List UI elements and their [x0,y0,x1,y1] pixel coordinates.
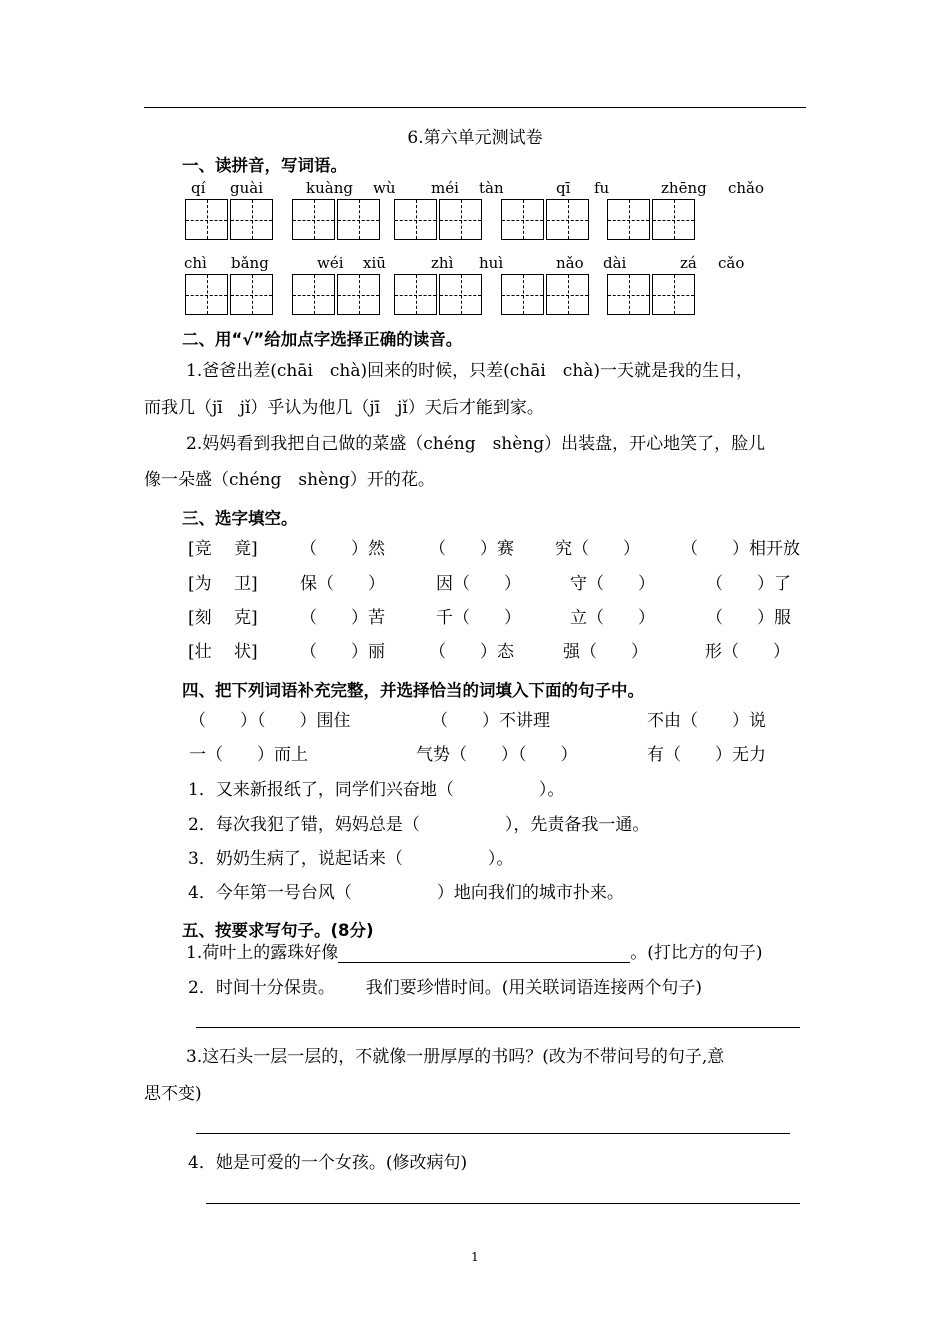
section-4-heading: 四、把下列词语补充完整，并选择恰当的词填入下面的句子中。 [182,681,644,700]
fill-blank[interactable]: 强（ ） [563,642,648,662]
writing-box-pair[interactable] [185,199,275,240]
fill-blank[interactable]: 因（ ） [436,574,521,594]
pinyin: wéi [317,254,344,272]
pinyin: chǎo [728,179,765,197]
fill-blank[interactable]: （ ）然 [300,539,385,559]
pinyin: xiū [363,254,386,272]
fill-blank[interactable]: （ ）苦 [300,608,385,628]
pinyin: nǎo [556,254,584,272]
question-text: 3.这石头一层一层的，不就像一册厚厚的书吗？(改为不带问号的句子,意 [186,1047,725,1067]
question-text: 而我几（jī jǐ）乎认为他几（jī jǐ）天后才能到家。 [144,398,544,418]
fill-blank[interactable]: 守（ ） [570,574,655,594]
question-text: 2．时间十分保贵。 我们要珍惜时间。(用关联词语连接两个句子) [188,978,702,998]
pinyin: tàn [479,179,504,197]
page-number: 1 [471,1250,479,1264]
char-options: [竞 竟] [188,539,258,559]
pinyin: zhì [431,254,454,272]
char-options: [为 卫] [188,574,258,594]
char-options: [刻 克] [188,608,258,628]
pinyin: fu [594,179,610,197]
pinyin: cǎo [718,254,745,272]
writing-box-pair[interactable] [292,274,382,315]
question-text: 1．又来新报纸了，同学们兴奋地（ ）。 [188,780,565,800]
char-options: [壮 状] [188,642,258,662]
fill-blank[interactable]: （ ）丽 [300,642,385,662]
writing-box-pair[interactable] [501,274,591,315]
question-text: 像一朵盛（chéng shèng）开的花。 [144,470,435,490]
pinyin: chì [184,254,207,272]
pinyin: zá [680,254,697,272]
fill-blank[interactable]: （ ）态 [429,642,514,662]
answer-line[interactable] [196,1133,790,1134]
writing-box-pair[interactable] [607,274,697,315]
writing-box-pair[interactable] [185,274,275,315]
question-text: 2.妈妈看到我把自己做的菜盛（chéng shèng）出装盘，开心地笑了，脸儿 [186,434,766,454]
section-1-heading: 一、读拼音，写词语。 [182,156,347,175]
pinyin: qí [191,179,206,197]
answer-line[interactable] [338,946,630,963]
word-blank[interactable]: 气势（ ）（ ） [416,745,578,765]
word-blank[interactable]: 一（ ）而上 [189,745,308,765]
fill-blank[interactable]: 形（ ） [705,642,790,662]
fill-blank[interactable]: 保（ ） [300,574,385,594]
fill-blank[interactable]: （ ）了 [706,574,791,594]
pinyin: kuàng [306,179,353,197]
question-text: 4．今年第一号台风（ ）地向我们的城市扑来。 [188,883,624,903]
writing-box-pair[interactable] [607,199,697,240]
word-blank[interactable]: （ ）不讲理 [431,711,550,731]
question-text [186,943,763,963]
pinyin: dài [603,254,627,272]
writing-box-pair[interactable] [394,274,484,315]
question-prefix: 1.荷叶上的露珠好像 [186,943,339,963]
question-text: 思不变) [144,1084,202,1104]
word-blank[interactable]: 有（ ）无力 [647,745,766,765]
writing-box-pair[interactable] [501,199,591,240]
pinyin: méi [431,179,459,197]
question-text: 2．每次我犯了错，妈妈总是（ ），先责备我一通。 [188,815,650,835]
word-blank[interactable]: 不由（ ）说 [647,711,766,731]
pinyin: huì [479,254,504,272]
question-text: 3．奶奶生病了，说起话来（ ）。 [188,849,514,869]
writing-box-pair[interactable] [394,199,484,240]
header-rule [144,107,806,108]
page-title: 6.第六单元测试卷 [407,128,543,148]
writing-box-pair[interactable] [292,199,382,240]
answer-line[interactable] [196,1027,800,1028]
fill-blank[interactable]: 立（ ） [570,608,655,628]
fill-blank[interactable]: 千（ ） [436,608,521,628]
section-5-heading: 五、按要求写句子。(8分) [182,921,374,940]
fill-blank[interactable]: （ ）服 [706,608,791,628]
answer-line[interactable] [206,1203,800,1204]
question-text: 4．她是可爱的一个女孩。(修改病句) [188,1153,468,1173]
question-text: 1.爸爸出差(chāi chà)回来的时候，只差(chāi chà)一天就是我的生日， [186,361,754,381]
fill-blank[interactable]: 究（ ） [555,539,640,559]
word-blank[interactable]: （ ）（ ）围住 [189,711,351,731]
section-3-heading: 三、选字填空。 [182,509,298,528]
pinyin: bǎng [231,254,269,272]
pinyin: wù [373,179,396,197]
pinyin: qī [556,179,571,197]
fill-blank[interactable]: （ ）赛 [429,539,514,559]
pinyin: guài [230,179,264,197]
question-suffix: 。(打比方的句子) [630,943,763,963]
fill-blank[interactable]: （ ）相开放 [681,539,800,559]
pinyin: zhēng [661,179,707,197]
section-2-heading: 二、用“√”给加点字选择正确的读音。 [182,330,463,349]
